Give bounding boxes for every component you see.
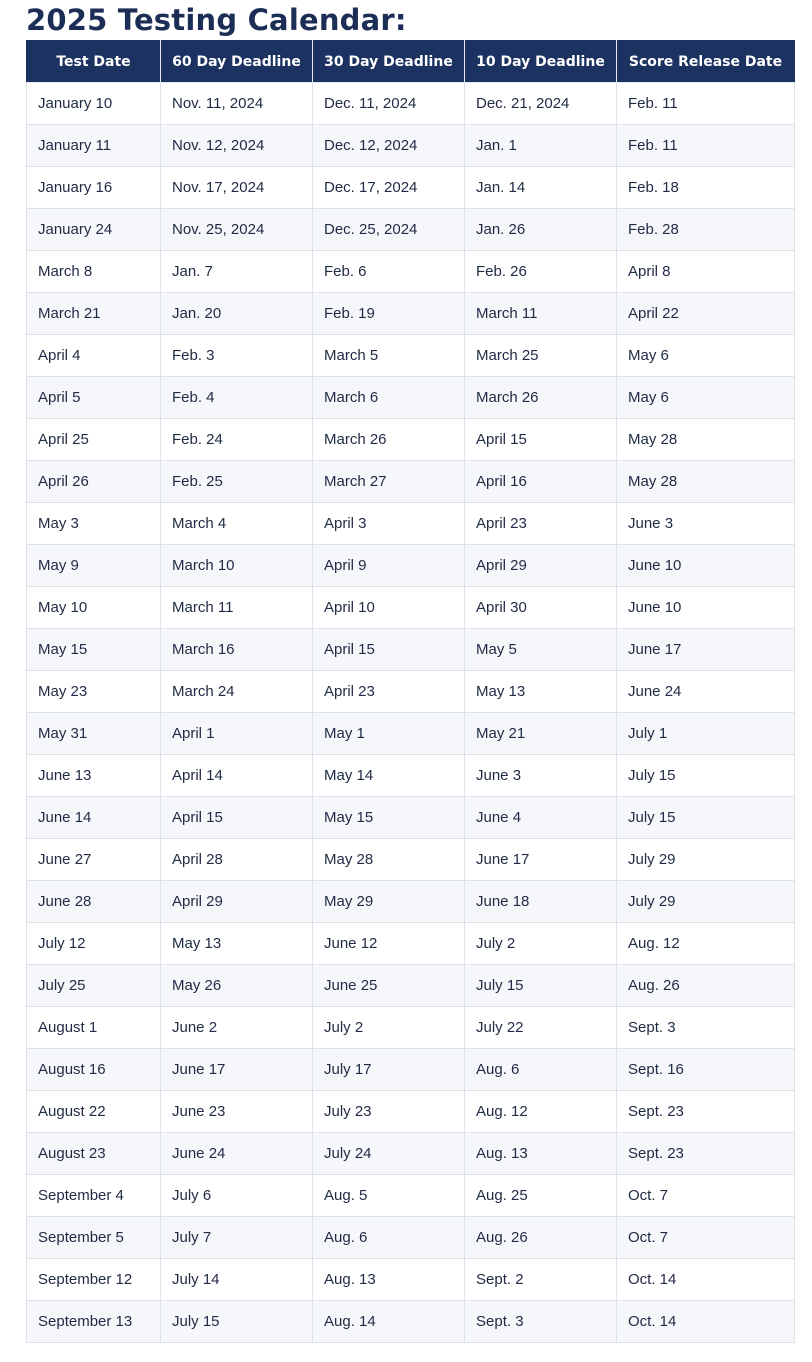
test-date-cell: September 13 xyxy=(27,1301,161,1343)
deadline-30-cell: March 26 xyxy=(313,419,465,461)
score-release-cell: May 28 xyxy=(617,461,795,503)
test-date-cell: August 23 xyxy=(27,1133,161,1175)
deadline-30-cell: March 6 xyxy=(313,377,465,419)
deadline-60-cell: May 26 xyxy=(161,965,313,1007)
deadline-10-cell: Jan. 14 xyxy=(465,167,617,209)
deadline-60-cell: March 16 xyxy=(161,629,313,671)
table-row xyxy=(27,713,795,755)
deadline-10-cell: Jan. 26 xyxy=(465,209,617,251)
deadline-30-cell: July 24 xyxy=(313,1133,465,1175)
test-date-cell: September 4 xyxy=(27,1175,161,1217)
table-row xyxy=(27,587,795,629)
deadline-10-cell: July 2 xyxy=(465,923,617,965)
test-date-cell: June 28 xyxy=(27,881,161,923)
testing-calendar-table xyxy=(26,40,795,1343)
score-release-cell: Oct. 7 xyxy=(617,1175,795,1217)
test-date-cell: January 10 xyxy=(27,83,161,125)
deadline-10-cell: April 30 xyxy=(465,587,617,629)
test-date-cell: May 9 xyxy=(27,545,161,587)
score-release-cell: Sept. 23 xyxy=(617,1091,795,1133)
table-row xyxy=(27,797,795,839)
table-row xyxy=(27,461,795,503)
deadline-10-cell: Sept. 2 xyxy=(465,1259,617,1301)
test-date-cell: August 22 xyxy=(27,1091,161,1133)
table-row xyxy=(27,755,795,797)
score-release-cell: Feb. 11 xyxy=(617,83,795,125)
deadline-10-cell: April 23 xyxy=(465,503,617,545)
table-row xyxy=(27,1049,795,1091)
deadline-10-cell: Dec. 21, 2024 xyxy=(465,83,617,125)
deadline-60-cell: April 1 xyxy=(161,713,313,755)
deadline-10-cell: Aug. 12 xyxy=(465,1091,617,1133)
deadline-30-cell: May 14 xyxy=(313,755,465,797)
deadline-30-cell: Aug. 6 xyxy=(313,1217,465,1259)
table-row xyxy=(27,965,795,1007)
deadline-10-cell: March 26 xyxy=(465,377,617,419)
deadline-30-cell: May 15 xyxy=(313,797,465,839)
header-test-date: Test Date xyxy=(27,41,161,83)
deadline-30-cell: May 29 xyxy=(313,881,465,923)
deadline-30-cell: Feb. 6 xyxy=(313,251,465,293)
test-date-cell: April 4 xyxy=(27,335,161,377)
test-date-cell: June 27 xyxy=(27,839,161,881)
deadline-10-cell: Aug. 6 xyxy=(465,1049,617,1091)
table-header xyxy=(27,41,795,83)
table-row xyxy=(27,1133,795,1175)
score-release-cell: July 1 xyxy=(617,713,795,755)
page-title: 2025 Testing Calendar: xyxy=(26,3,407,37)
deadline-10-cell: May 21 xyxy=(465,713,617,755)
deadline-60-cell: March 4 xyxy=(161,503,313,545)
score-release-cell: Aug. 12 xyxy=(617,923,795,965)
deadline-60-cell: April 14 xyxy=(161,755,313,797)
deadline-10-cell: May 13 xyxy=(465,671,617,713)
deadline-10-cell: April 16 xyxy=(465,461,617,503)
deadline-10-cell: March 25 xyxy=(465,335,617,377)
test-date-cell: January 24 xyxy=(27,209,161,251)
deadline-10-cell: Aug. 26 xyxy=(465,1217,617,1259)
table-row xyxy=(27,839,795,881)
table-row xyxy=(27,293,795,335)
score-release-cell: June 3 xyxy=(617,503,795,545)
deadline-60-cell: March 11 xyxy=(161,587,313,629)
deadline-30-cell: Aug. 13 xyxy=(313,1259,465,1301)
deadline-60-cell: Feb. 24 xyxy=(161,419,313,461)
table-row xyxy=(27,503,795,545)
deadline-30-cell: Feb. 19 xyxy=(313,293,465,335)
deadline-60-cell: Feb. 4 xyxy=(161,377,313,419)
score-release-cell: Sept. 16 xyxy=(617,1049,795,1091)
table-row xyxy=(27,125,795,167)
score-release-cell: June 17 xyxy=(617,629,795,671)
deadline-10-cell: July 22 xyxy=(465,1007,617,1049)
score-release-cell: July 15 xyxy=(617,797,795,839)
test-date-cell: May 31 xyxy=(27,713,161,755)
score-release-cell: Sept. 3 xyxy=(617,1007,795,1049)
test-date-cell: July 25 xyxy=(27,965,161,1007)
deadline-60-cell: Jan. 7 xyxy=(161,251,313,293)
deadline-30-cell: March 5 xyxy=(313,335,465,377)
score-release-cell: June 24 xyxy=(617,671,795,713)
score-release-cell: June 10 xyxy=(617,545,795,587)
deadline-10-cell: June 3 xyxy=(465,755,617,797)
deadline-30-cell: Aug. 14 xyxy=(313,1301,465,1343)
deadline-60-cell: Nov. 17, 2024 xyxy=(161,167,313,209)
score-release-cell: April 22 xyxy=(617,293,795,335)
score-release-cell: Oct. 14 xyxy=(617,1259,795,1301)
score-release-cell: Feb. 11 xyxy=(617,125,795,167)
test-date-cell: June 14 xyxy=(27,797,161,839)
test-date-cell: January 16 xyxy=(27,167,161,209)
score-release-cell: July 15 xyxy=(617,755,795,797)
test-date-cell: May 23 xyxy=(27,671,161,713)
deadline-60-cell: June 2 xyxy=(161,1007,313,1049)
table-row xyxy=(27,671,795,713)
deadline-60-cell: March 24 xyxy=(161,671,313,713)
test-date-cell: March 8 xyxy=(27,251,161,293)
deadline-60-cell: Nov. 25, 2024 xyxy=(161,209,313,251)
deadline-60-cell: Nov. 11, 2024 xyxy=(161,83,313,125)
deadline-30-cell: April 15 xyxy=(313,629,465,671)
test-date-cell: April 25 xyxy=(27,419,161,461)
deadline-30-cell: June 12 xyxy=(313,923,465,965)
score-release-cell: Aug. 26 xyxy=(617,965,795,1007)
deadline-30-cell: March 27 xyxy=(313,461,465,503)
deadline-30-cell: May 28 xyxy=(313,839,465,881)
deadline-30-cell: April 10 xyxy=(313,587,465,629)
deadline-10-cell: June 18 xyxy=(465,881,617,923)
deadline-60-cell: July 6 xyxy=(161,1175,313,1217)
test-date-cell: April 5 xyxy=(27,377,161,419)
test-date-cell: August 1 xyxy=(27,1007,161,1049)
table-row xyxy=(27,1217,795,1259)
header-10-day-deadline: 10 Day Deadline xyxy=(465,41,617,83)
test-date-cell: April 26 xyxy=(27,461,161,503)
test-date-cell: May 10 xyxy=(27,587,161,629)
deadline-30-cell: April 9 xyxy=(313,545,465,587)
deadline-60-cell: Jan. 20 xyxy=(161,293,313,335)
header-score-release-date: Score Release Date xyxy=(617,41,795,83)
test-date-cell: August 16 xyxy=(27,1049,161,1091)
table-row xyxy=(27,923,795,965)
table-header-row xyxy=(27,41,795,83)
table-row xyxy=(27,83,795,125)
table-row xyxy=(27,545,795,587)
deadline-10-cell: June 4 xyxy=(465,797,617,839)
deadline-10-cell: Jan. 1 xyxy=(465,125,617,167)
header-60-day-deadline: 60 Day Deadline xyxy=(161,41,313,83)
test-date-cell: March 21 xyxy=(27,293,161,335)
score-release-cell: Feb. 28 xyxy=(617,209,795,251)
score-release-cell: July 29 xyxy=(617,881,795,923)
table-row xyxy=(27,881,795,923)
table-row xyxy=(27,1175,795,1217)
deadline-60-cell: June 24 xyxy=(161,1133,313,1175)
deadline-10-cell: June 17 xyxy=(465,839,617,881)
score-release-cell: April 8 xyxy=(617,251,795,293)
deadline-60-cell: March 10 xyxy=(161,545,313,587)
deadline-30-cell: Dec. 17, 2024 xyxy=(313,167,465,209)
table-row xyxy=(27,377,795,419)
deadline-30-cell: Aug. 5 xyxy=(313,1175,465,1217)
deadline-10-cell: Feb. 26 xyxy=(465,251,617,293)
deadline-30-cell: Dec. 11, 2024 xyxy=(313,83,465,125)
deadline-60-cell: Feb. 25 xyxy=(161,461,313,503)
table-row xyxy=(27,1301,795,1343)
deadline-10-cell: March 11 xyxy=(465,293,617,335)
deadline-10-cell: Sept. 3 xyxy=(465,1301,617,1343)
deadline-30-cell: June 25 xyxy=(313,965,465,1007)
deadline-60-cell: June 17 xyxy=(161,1049,313,1091)
test-date-cell: July 12 xyxy=(27,923,161,965)
test-date-cell: May 15 xyxy=(27,629,161,671)
score-release-cell: Oct. 7 xyxy=(617,1217,795,1259)
deadline-60-cell: July 15 xyxy=(161,1301,313,1343)
deadline-30-cell: Dec. 25, 2024 xyxy=(313,209,465,251)
deadline-60-cell: May 13 xyxy=(161,923,313,965)
score-release-cell: May 6 xyxy=(617,377,795,419)
deadline-60-cell: April 15 xyxy=(161,797,313,839)
table-row xyxy=(27,167,795,209)
score-release-cell: Sept. 23 xyxy=(617,1133,795,1175)
deadline-60-cell: Feb. 3 xyxy=(161,335,313,377)
score-release-cell: May 28 xyxy=(617,419,795,461)
table-row xyxy=(27,251,795,293)
deadline-60-cell: April 28 xyxy=(161,839,313,881)
score-release-cell: July 29 xyxy=(617,839,795,881)
deadline-10-cell: July 15 xyxy=(465,965,617,1007)
test-date-cell: May 3 xyxy=(27,503,161,545)
score-release-cell: Feb. 18 xyxy=(617,167,795,209)
test-date-cell: June 13 xyxy=(27,755,161,797)
deadline-30-cell: July 2 xyxy=(313,1007,465,1049)
score-release-cell: June 10 xyxy=(617,587,795,629)
table-row xyxy=(27,335,795,377)
deadline-10-cell: April 29 xyxy=(465,545,617,587)
deadline-30-cell: April 23 xyxy=(313,671,465,713)
deadline-30-cell: April 3 xyxy=(313,503,465,545)
table-row xyxy=(27,629,795,671)
deadline-30-cell: Dec. 12, 2024 xyxy=(313,125,465,167)
table-row xyxy=(27,1091,795,1133)
deadline-60-cell: July 14 xyxy=(161,1259,313,1301)
deadline-10-cell: April 15 xyxy=(465,419,617,461)
table-row xyxy=(27,209,795,251)
score-release-cell: Oct. 14 xyxy=(617,1301,795,1343)
deadline-60-cell: July 7 xyxy=(161,1217,313,1259)
table-row xyxy=(27,1007,795,1049)
table-row xyxy=(27,419,795,461)
deadline-60-cell: April 29 xyxy=(161,881,313,923)
test-date-cell: September 12 xyxy=(27,1259,161,1301)
table-row xyxy=(27,1259,795,1301)
deadline-60-cell: Nov. 12, 2024 xyxy=(161,125,313,167)
deadline-10-cell: Aug. 25 xyxy=(465,1175,617,1217)
table-body xyxy=(27,83,795,1343)
deadline-30-cell: July 17 xyxy=(313,1049,465,1091)
test-date-cell: January 11 xyxy=(27,125,161,167)
deadline-30-cell: May 1 xyxy=(313,713,465,755)
deadline-10-cell: Aug. 13 xyxy=(465,1133,617,1175)
test-date-cell: September 5 xyxy=(27,1217,161,1259)
deadline-30-cell: July 23 xyxy=(313,1091,465,1133)
deadline-60-cell: June 23 xyxy=(161,1091,313,1133)
deadline-10-cell: May 5 xyxy=(465,629,617,671)
score-release-cell: May 6 xyxy=(617,335,795,377)
header-30-day-deadline: 30 Day Deadline xyxy=(313,41,465,83)
